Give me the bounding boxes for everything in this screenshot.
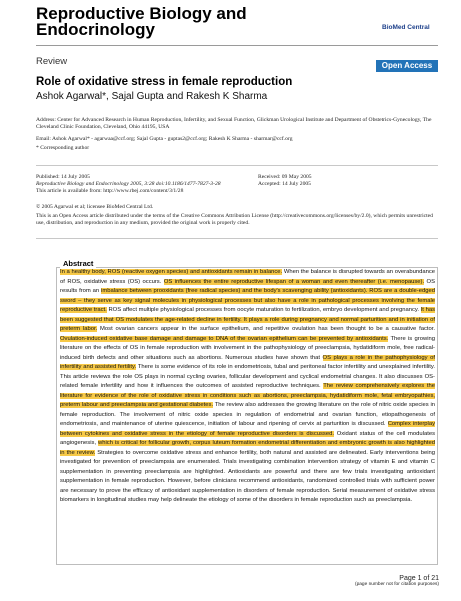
abstract-text-segment: When the balance is disrupted towards an overabundance of ROS, oxidative stress (OS) occurs.: [60, 269, 435, 285]
abstract-text: [60, 268, 435, 506]
corresponding-author-note: * Corresponding author: [36, 145, 90, 151]
abstract-text-segment: ROS affect multiple physiological processes from oocyte maturation to fertilization, embryo development and pregnancy.: [106, 307, 421, 313]
publisher-name: BioMed Central: [382, 24, 430, 31]
license-text: This is an Open Access article distributed under the terms of the Creative Commons Attribution License (http://creativecommons.org/licenses/by/2.0), which permits unrestricted use, distribution, and reproduction in any medium, provided the original work is properly cited.: [36, 213, 433, 226]
abstract-text-segment: There is some evidence of its role in endometriosis, tubal and peritoneal factor infertility and unexplained infertility. This article reviews the role OS plays in normal cycling ovaries, follicular development and cyclical endometrial changes. It also discusses OS-related female infertility and how it influences the outcomes of assisted reproductive techniques.: [60, 364, 435, 389]
abstract-text-segment: OS results from an: [60, 278, 435, 294]
page-footer: [355, 575, 439, 587]
publication-info: [36, 174, 221, 195]
highlighted-text: Complex interplay between cytokines and oxidative stress in the etiology of female reproductive disorders is discussed.: [60, 421, 435, 437]
author-emails: Email: Ashok Agarwal* - agarwaa@ccf.org; Sajal Gupta - guptas2@ccf.org; Rakesh K Sharma - sharmar@ccf.org: [36, 136, 293, 142]
header-divider: [36, 45, 438, 46]
highlighted-text: The review comprehensively explores the literature for evidence of the role of oxidative stress in conditions such as abortions, preeclampsia, hydatidiform mole, fetal embryopathies, preterm labour and preeclampsia and gestational diabetes.: [60, 383, 435, 408]
citation: Reproductive Biology and Endocrinology 2005, 3:28 doi:10.1186/1477-7827-3-28: [36, 181, 221, 187]
page-note: (page number not for citation purposes): [355, 582, 439, 587]
article-type: Review: [36, 56, 68, 67]
abstract-text-segment: Oxidant status of the cell modulates angiogenesis,: [60, 430, 435, 446]
copyright-line: © 2005 Agarwal et al; licensee BioMed Central Ltd.: [36, 204, 154, 210]
highlighted-text: In a healthy body, ROS (reactive oxygen species) and antioxidants remain in balance.: [60, 269, 283, 275]
received-date: Received: 09 May 2005: [258, 174, 312, 180]
abstract-text-segment: Most ovarian cancers appear in the surface epithelium, and repetitive ovulation has been thought to be a causative factor.: [97, 326, 435, 332]
article-authors: Ashok Agarwal*, Sajal Gupta and Rakesh K Sharma: [36, 91, 268, 102]
highlighted-text: OS plays a role in the pathophysiology of infertility and assisted fertility.: [60, 354, 435, 370]
page-number: Page 1 of 21: [399, 575, 439, 582]
abstract-text-segment: The review also addresses the growing literature on the role of nitric oxide species in female reproduction. The involvement of nitric oxide species in regulation of endometrial and ovarian function, etiopathogenesis of endometriosis, and maintenance of uterine quiescence, initiation of labour and ripening of cervix at parturition is discussed.: [60, 402, 435, 427]
highlighted-text: imbalance between prooxidants (free radical species) and the body's scavenging ability (antioxidants). ROS are a double-edged sword – they serve as key signal molecules in physiological processes but also have a role in pathological processes involving the female reproductive tract.: [60, 288, 435, 313]
affiliation-address: Address: Center for Advanced Research in Human Reproduction, Infertility, and Sexual Function, Glickman Urological Institute and Department of Obstetrics-Gynecology, The Cleveland Clinic Foundation, Cleveland, Ohio 44195, USA: [36, 117, 432, 130]
open-access-badge: Open Access: [376, 60, 438, 72]
abstract-text-segment: Strategies to overcome oxidative stress and enhance fertility, both natural and assisted are delineated. Early interventions being investigated for prevention of preeclampsia are enumerated. Trials investigating combination intervention strategy of vitamin E and vitamin C supplementation in preventing preeclampsia are highlighted. Antioxidants are powerful and there are few trials investigating antioxidant supplementation in female reproduction. However, before clinicians recommend antioxidants, randomized controlled trials with sufficient power are necessary to prove the efficacy of antioxidant supplementation in disorders of female reproduction. Serial measurement of oxidative stress biomarkers in longitudinal studies may help delineate the etiology of some of the disorders in female reproduction such as preeclampsia.: [60, 449, 435, 503]
highlighted-text: OS influences the entire reproductive lifespan of a woman and even thereafter (i.e. menopause).: [163, 278, 425, 285]
license-divider: [36, 238, 438, 239]
published-date: Published: 14 July 2005: [36, 174, 90, 180]
highlighted-text: It has been suggested that OS modulates the age-related decline in fertility. It plays a role during pregnancy and normal parturition and in initiation of preterm labor.: [60, 307, 435, 332]
meta-divider: [36, 165, 438, 166]
review-dates: [258, 174, 312, 188]
abstract-heading: Abstract: [60, 259, 96, 268]
highlighted-text: Ovulation-induced oxidative base damage and damage to DNA of the ovarian epithelium can be prevented by antioxidants.: [60, 335, 389, 342]
journal-title: Reproductive Biology and Endocrinology: [36, 4, 247, 39]
accepted-date: Accepted: 14 July 2005: [258, 181, 311, 187]
publisher-logo: [382, 24, 430, 31]
abstract-text-segment: There is growing literature on the effects of OS in female reproduction with involvement in the pathophysiology of preeclampsia, hydatidiform mole, free radical-induced birth defects and other situations such as abortions. Numerous studies have shown that: [60, 335, 436, 361]
article-url[interactable]: This article is available from: http://www.rbej.com/content/3/1/28: [36, 188, 184, 194]
highlighted-text: which is critical for follicular growth, corpus luteum formation endometrial differentiation and embryonic growth is also highlighted in the review.: [60, 440, 435, 456]
article-title: Role of oxidative stress in female reproduction: [36, 76, 293, 88]
